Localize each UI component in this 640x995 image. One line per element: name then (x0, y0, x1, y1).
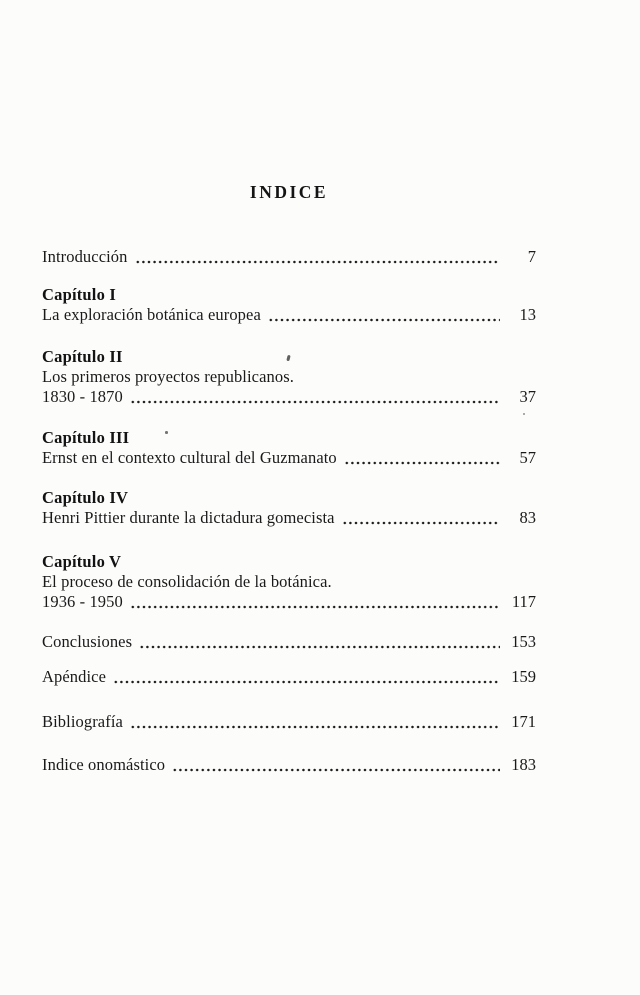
dot-leader (135, 247, 500, 267)
page-number: 37 (519, 387, 536, 406)
toc-entry-capitulo-3 (42, 428, 536, 468)
dot-leader (344, 448, 500, 468)
page-number: 183 (511, 755, 536, 774)
chapter-heading: Capítulo V (42, 552, 122, 571)
scan-artifact (523, 413, 525, 415)
dot-leader (172, 755, 500, 775)
dot-leader (130, 592, 500, 612)
page-number: 7 (527, 247, 536, 266)
toc-entry-apendice (42, 667, 536, 687)
dot-leader (342, 508, 500, 528)
page-title: INDICE (249, 182, 329, 202)
toc-leader-row (42, 755, 536, 775)
chapter-heading: Capítulo IV (42, 488, 129, 507)
toc-leader-row (42, 712, 536, 732)
dot-leader (139, 632, 500, 652)
page-number: 171 (511, 712, 536, 731)
dot-leader (268, 305, 500, 325)
toc-entry-capitulo-1 (42, 285, 536, 325)
entry-subtitle: El proceso de consolidación de la botánica. (42, 572, 332, 591)
entry-label: 1830 - 1870 (42, 387, 123, 406)
toc-leader-row (42, 387, 536, 407)
dot-leader (113, 667, 500, 687)
entry-label: Apéndice (42, 667, 107, 686)
toc-content (42, 0, 536, 775)
toc-entry-indice-onomastico (42, 755, 536, 775)
chapter-heading: Capítulo III (42, 428, 130, 447)
toc-leader-row (42, 508, 536, 528)
entry-label: Conclusiones (42, 632, 133, 651)
chapter-heading: Capítulo II (42, 347, 123, 366)
entry-label: Bibliografía (42, 712, 123, 731)
entry-label: Henri Pittier durante la dictadura gomecista (42, 508, 335, 527)
toc-entry-capitulo-4 (42, 488, 536, 528)
dot-leader (130, 387, 500, 407)
page-number: 83 (519, 508, 536, 527)
entry-label: La exploración botánica europea (42, 305, 261, 324)
page-number: 117 (511, 592, 536, 611)
dot-leader (130, 712, 500, 732)
page-number: 57 (519, 448, 536, 467)
toc-leader-row (42, 592, 536, 612)
scan-artifact (165, 431, 168, 434)
toc-leader-row (42, 305, 536, 325)
entry-label: Introducción (42, 247, 128, 266)
toc-entry-conclusiones (42, 632, 536, 652)
page-number: 153 (511, 632, 536, 651)
chapter-heading: Capítulo I (42, 285, 116, 304)
toc-leader-row (42, 247, 536, 267)
toc-entry-bibliografia (42, 712, 536, 732)
entry-label: 1936 - 1950 (42, 592, 123, 611)
toc-entry-introduccion (42, 247, 536, 267)
page-number: 159 (511, 667, 536, 686)
toc-leader-row (42, 632, 536, 652)
entry-label: Ernst en el contexto cultural del Guzmanato (42, 448, 337, 467)
toc-leader-row (42, 448, 536, 468)
entry-subtitle: Los primeros proyectos republicanos. (42, 367, 294, 386)
toc-entry-capitulo-5 (42, 552, 536, 612)
page-number: 13 (519, 305, 536, 324)
toc-leader-row (42, 667, 536, 687)
entry-label: Indice onomástico (42, 755, 166, 774)
